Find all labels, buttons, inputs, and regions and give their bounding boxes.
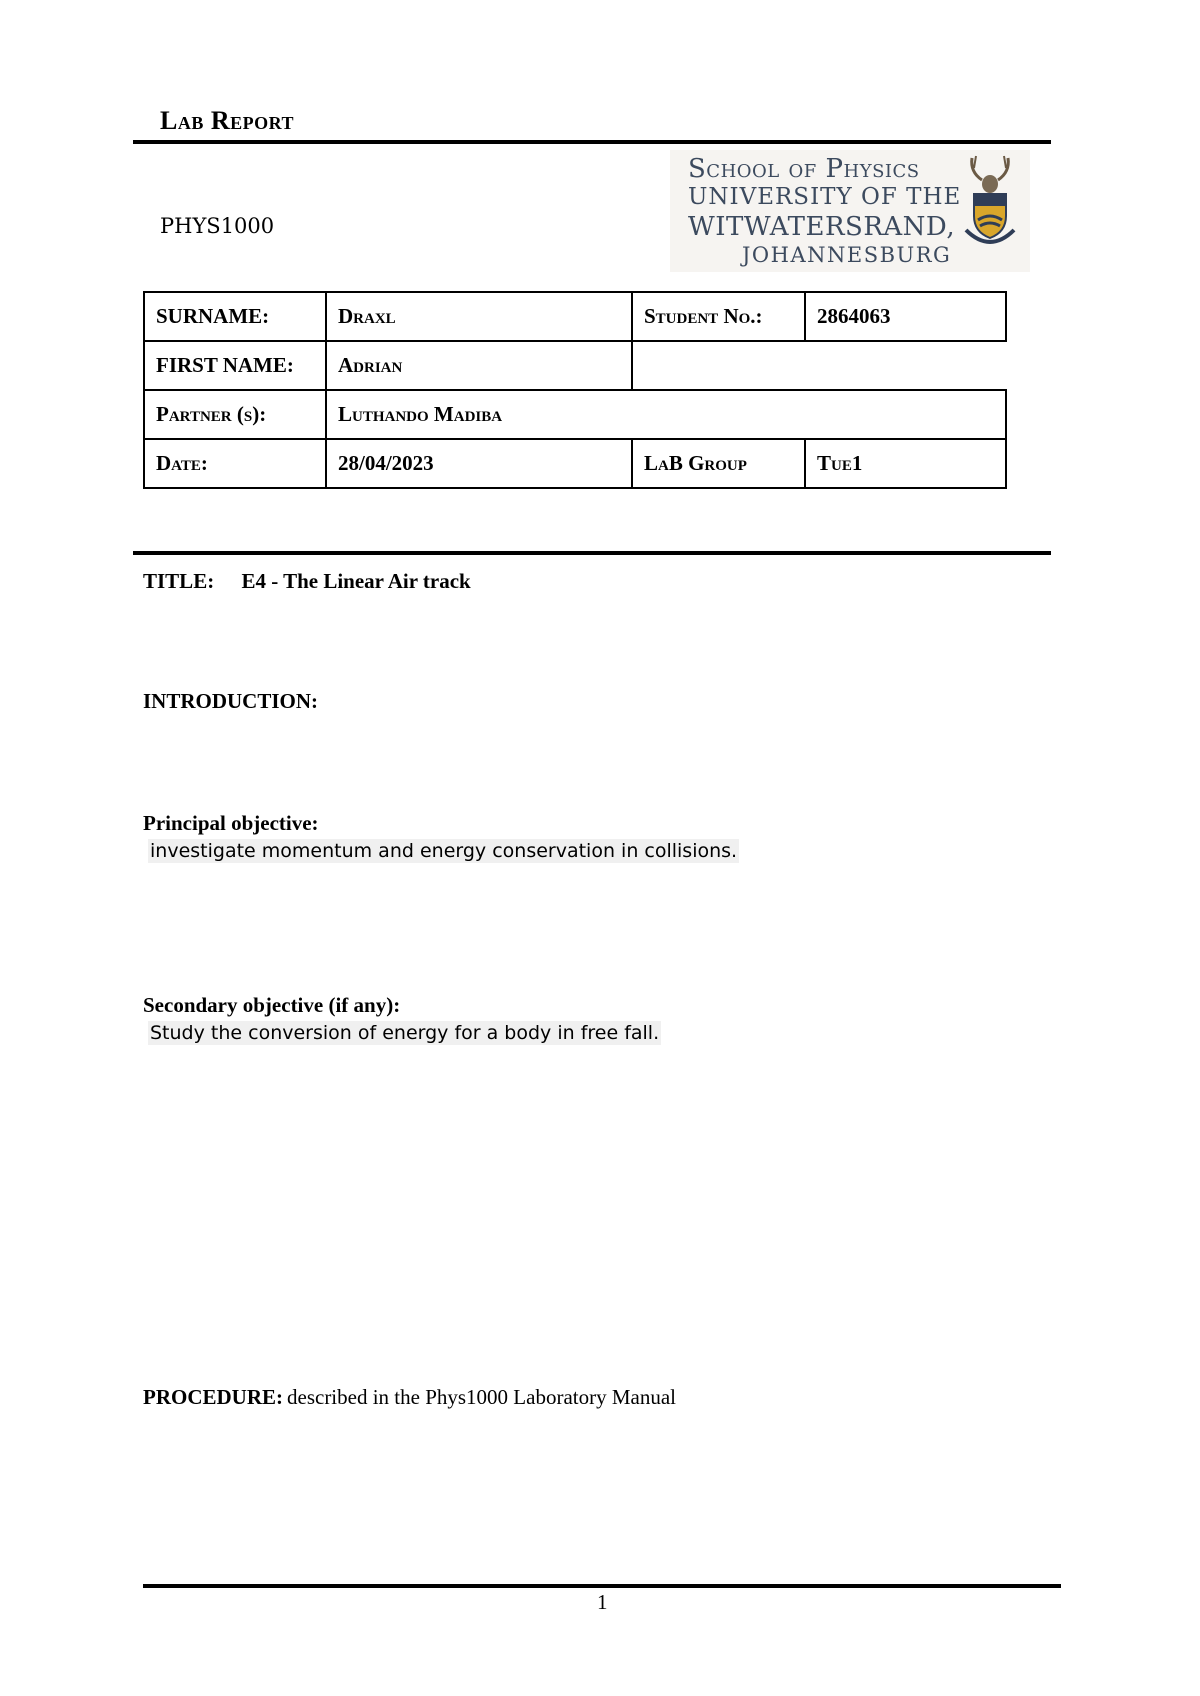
surname-label: SURNAME: bbox=[144, 292, 326, 341]
first-name-value: Adrian bbox=[326, 341, 632, 390]
title-value: E4 - The Linear Air track bbox=[241, 569, 471, 593]
introduction-heading: INTRODUCTION: bbox=[143, 689, 319, 713]
secondary-objective-text-wrap bbox=[148, 1022, 661, 1044]
procedure-text: described in the Phys1000 Laboratory Manual bbox=[287, 1385, 676, 1409]
title-section bbox=[143, 569, 471, 594]
partner-value: Luthando Madiba bbox=[326, 390, 1006, 439]
procedure-section bbox=[143, 1385, 676, 1410]
course-code: PHYS1000 bbox=[160, 214, 275, 238]
lab-group-value: Tue1 bbox=[805, 439, 1006, 488]
partner-label: Partner (s): bbox=[144, 390, 326, 439]
table-row bbox=[144, 390, 1006, 439]
procedure-label: PROCEDURE: bbox=[143, 1385, 283, 1409]
first-name-label: FIRST NAME: bbox=[144, 341, 326, 390]
student-info-table bbox=[143, 291, 1007, 489]
page-number: 1 bbox=[597, 1590, 608, 1614]
student-no-value: 2864063 bbox=[805, 292, 1006, 341]
student-no-label: Student No.: bbox=[632, 292, 805, 341]
surname-value: Draxl bbox=[326, 292, 632, 341]
logo-university-text: UNIVERSITY OF THE bbox=[688, 184, 962, 210]
footer-rule bbox=[143, 1584, 1061, 1588]
table-row bbox=[144, 292, 1006, 341]
university-logo bbox=[670, 150, 1030, 272]
secondary-objective-label: Secondary objective (if any): bbox=[143, 993, 401, 1017]
table-row bbox=[144, 341, 1006, 390]
date-label: Date: bbox=[144, 439, 326, 488]
principal-objective-text-wrap bbox=[148, 840, 739, 862]
principal-objective-label: Principal objective: bbox=[143, 811, 319, 835]
logo-school-text: School of Physics bbox=[688, 154, 920, 184]
lab-group-label: LaB Group bbox=[632, 439, 805, 488]
principal-objective-text: investigate momentum and energy conservation in collisions. bbox=[150, 840, 738, 862]
logo-city-text: JOHANNESBURG bbox=[742, 243, 952, 267]
header-rule bbox=[133, 140, 1051, 144]
empty-cell bbox=[632, 341, 1006, 390]
secondary-objective-text: Study the conversion of energy for a body in free fall. bbox=[150, 1022, 660, 1044]
table-row bbox=[144, 439, 1006, 488]
report-title: Lab Report bbox=[160, 106, 294, 135]
university-crest-icon bbox=[962, 154, 1018, 250]
title-label: TITLE: bbox=[143, 569, 215, 593]
date-value: 28/04/2023 bbox=[326, 439, 632, 488]
section-rule bbox=[133, 551, 1051, 555]
logo-wits-text: WITWATERSRAND, bbox=[688, 212, 956, 242]
